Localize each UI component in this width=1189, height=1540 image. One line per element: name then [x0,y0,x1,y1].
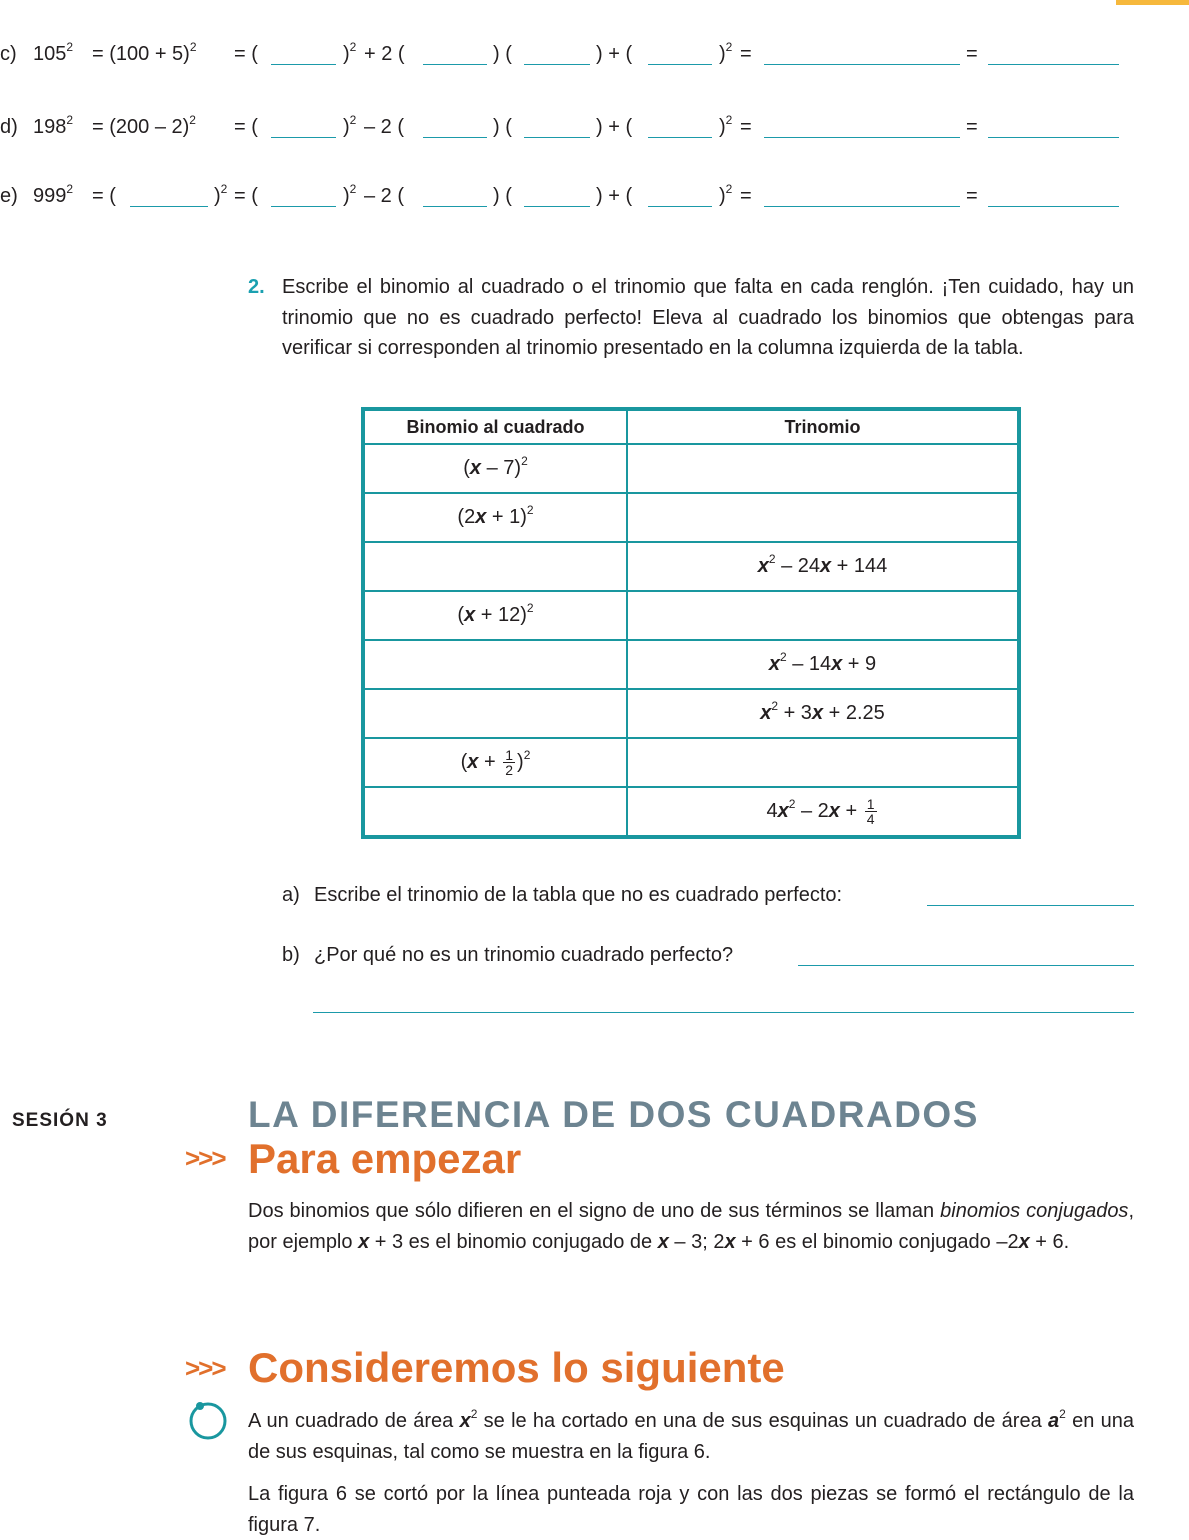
answer-blank[interactable] [423,42,487,65]
exercise-expansion: = (200 – 2)$^2$ [92,113,196,138]
paren-open: = ( [92,185,116,207]
answer-blank[interactable] [524,115,590,138]
answer-blank-final[interactable] [988,184,1119,207]
exercise-c [0,42,1189,72]
trinomio-cell[interactable] [627,738,1019,787]
table-row [363,493,1019,542]
top-accent-bar [1116,0,1189,5]
binomio-cell: (x – 7)$^2$ [363,444,627,493]
chevron-icon: >>> [185,1353,225,1383]
figure-paragraph: La figura 6 se cortó por la línea punteada roja y con las dos piezas se formó el rectángulo de la figura 7. [248,1483,1134,1536]
answer-blank[interactable] [648,184,712,207]
exercise-d [0,115,1189,145]
paren-close: )$^2$ [719,182,733,207]
paren-open: = ( [234,185,258,207]
trinomio-cell[interactable] [627,493,1019,542]
exercise-e [0,184,1189,214]
equals-sign: = [966,185,978,207]
trinomio-cell: $x^2 - 14x + 9$ [627,640,1019,689]
answer-blank[interactable] [524,184,590,207]
answer-line-a[interactable] [927,905,1134,906]
table-row [363,640,1019,689]
exercise-base: $105^2$ [33,40,74,65]
binomio-cell[interactable] [363,542,627,591]
answer-blank[interactable] [524,42,590,65]
column-header-trinomio: Trinomio [627,409,1019,444]
question-b-label: b) [282,944,300,966]
section-heading-para-empezar: Para empezar [248,1135,522,1182]
paren-close: )$^2$ [343,182,357,207]
middle-term-text: + 2 ( [364,43,405,65]
question-a-text: Escribe el trinomio de la tabla que no es cuadrado perfecto: [314,884,843,906]
paren-pair: ) ( [493,43,512,65]
paren-close: )$^2$ [719,113,733,138]
answer-blank-final[interactable] [988,115,1119,138]
answer-blank[interactable] [130,184,208,207]
binomial-table [361,407,1021,839]
binomio-cell[interactable] [363,787,627,837]
trinomio-cell: $x^2 + 3x + 2.25$ [627,689,1019,738]
equals-sign: = [740,185,752,207]
table-row [363,591,1019,640]
table-row [363,444,1019,493]
exercise-label: c) [0,43,17,65]
table-header-row [363,409,1019,444]
answer-blank[interactable] [423,115,487,138]
answer-blank[interactable] [423,184,487,207]
table-row [363,738,1019,787]
middle-term-text: – 2 ( [364,116,405,138]
equals-sign: = [740,43,752,65]
equals-sign: = [740,116,752,138]
exercise-expansion: = $(100 + 5)^2$ [92,40,197,65]
problem-number: 2. [248,276,265,298]
equals-sign: = [966,116,978,138]
trinomio-cell[interactable] [627,591,1019,640]
answer-blank-long[interactable] [764,42,960,65]
fraction-one-quarter: $\frac{1}{4}$ [866,796,875,827]
column-header-binomio: Binomio al cuadrado [363,409,627,444]
circle-marker-icon [187,1400,227,1440]
table-row [363,542,1019,591]
chevron-icon: >>> [185,1143,225,1173]
problem-statement: Escribe el binomio al cuadrado o el trinomio que falta en cada renglón. ¡Ten cuidado, hay un trinomio que no es cuadrado perfecto! Eleva al cuadrado los binomios que obtengas para verificar si corresponden al trinomio presentado en la columna izquierda de la tabla. [282,276,1134,359]
intro-paragraph: Dos binomios que sólo difieren en el signo de uno de sus términos se llaman binomios conjugados, por ejemplo x + 3 es el binomio conjugado de x – 3; 2x + 6 es el binomio conjugado –2x + 6. [248,1200,1134,1253]
paren-close: )$^2$ [719,40,733,65]
binomio-cell: (x + $\frac{1}{2}$ )$^2$ [363,738,627,787]
session-title: LA DIFERENCIA DE DOS CUADRADOS [248,1094,979,1135]
paren-close: )$^2$ [343,113,357,138]
table-row [363,787,1019,837]
exercise-label: d) [0,116,18,138]
answer-line-b[interactable] [798,965,1134,966]
exercise-label: e) [0,185,18,207]
problem-paragraph: A un cuadrado de área $x^2$ se le ha cortado en una de sus esquinas un cuadrado de área $a^2$ en una de sus esquinas, tal como se muestra en la figura 6. [248,1407,1134,1463]
plus-paren: ) + ( [596,116,633,138]
trinomio-cell: $4x^2 - 2x$ + $\frac{1}{4}$ [627,787,1019,837]
trinomio-cell: $x^2 - 24x + 144$ [627,542,1019,591]
exercise-base: $999^2$ [33,182,74,207]
answer-line-b-continuation[interactable] [313,1012,1134,1013]
paren-close: )$^2$ [214,182,228,207]
answer-blank[interactable] [271,184,336,207]
paren-open: = ( [234,43,258,65]
paren-open: = ( [234,116,258,138]
binomio-cell[interactable] [363,689,627,738]
exercise-base: $198^2$ [33,113,74,138]
binomio-cell[interactable] [363,640,627,689]
answer-blank[interactable] [648,42,712,65]
binomio-cell: $(x + 12)^2$ [363,591,627,640]
paren-pair: ) ( [493,116,512,138]
answer-blank[interactable] [271,42,336,65]
question-a-label: a) [282,884,300,906]
answer-blank[interactable] [271,115,336,138]
equals-sign: = [966,43,978,65]
answer-blank-long[interactable] [764,115,960,138]
paren-close: )$^2$ [343,40,357,65]
trinomio-cell[interactable] [627,444,1019,493]
plus-paren: ) + ( [596,43,633,65]
section-heading-consideremos: Consideremos lo siguiente [248,1344,785,1391]
answer-blank-long[interactable] [764,184,960,207]
plus-paren: ) + ( [596,185,633,207]
fraction-one-half: $\frac{1}{2}$ [505,747,514,778]
question-b-text: ¿Por qué no es un trinomio cuadrado perfecto? [314,944,734,966]
table-row [363,689,1019,738]
session-label: SESIÓN 3 [12,1110,108,1131]
middle-term-text: – 2 ( [364,185,405,207]
answer-blank[interactable] [648,115,712,138]
answer-blank-final[interactable] [988,42,1119,65]
binomio-cell: $(2x + 1)^2$ [363,493,627,542]
paren-pair: ) ( [493,185,512,207]
